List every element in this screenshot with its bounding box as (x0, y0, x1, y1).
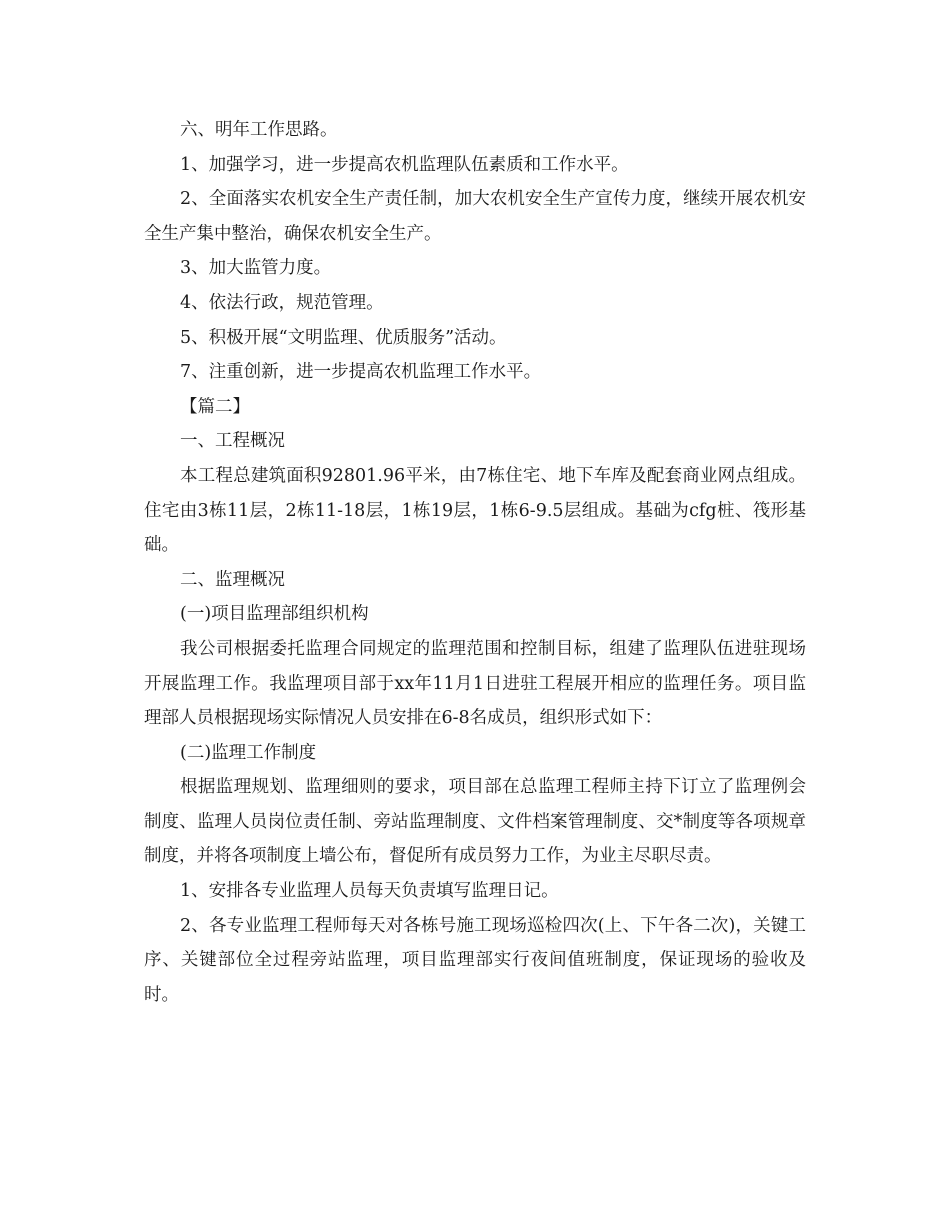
body-paragraph: 本工程总建筑面积92801.96平米，由7栋住宅、地下车库及配套商业网点组成。住宅由3栋11层，2栋11-18层，1栋19层，1栋6-9.5层组成。基础为cfg桩、筏形基础。 (144, 465, 806, 556)
section-heading-project-overview: 一、工程概况 (180, 431, 285, 452)
subsection-heading: (二)监理工作制度 (180, 742, 317, 763)
list-item: 1、加强学习，进一步提高农机监理队伍素质和工作水平。 (180, 154, 629, 175)
list-item: 4、依法行政，规范管理。 (180, 292, 384, 313)
body-paragraph: 我公司根据委托监理合同规定的监理范围和控制目标，组建了监理队伍进驻现场开展监理工作。我监理项目部于xx年11月1日进驻工程展开相应的监理任务。项目监理部人员根据现场实际情况人员安排在6-8名成员，组织形式如下： (144, 638, 806, 729)
list-item: 1、安排各专业监理人员每天负责填写监理日记。 (180, 881, 559, 902)
list-item: 2、各专业监理工程师每天对各栋号施工现场巡检四次(上、下午各二次)，关键工序、关键部位全过程旁站监理，项目监理部实行夜间值班制度，保证现场的验收及时。 (144, 915, 806, 1005)
list-item: 3、加大监管力度。 (180, 258, 332, 279)
section-heading-next-year-plan: 六、明年工作思路。 (180, 120, 338, 140)
body-paragraph: 根据监理规划、监理细则的要求，项目部在总监理工程师主持下订立了监理例会制度、监理人员岗位责任制、旁站监理制度、文件档案管理制度、交*制度等各项规章制度，并将各项制度上墙公布，督促所有成员努力工作，为业主尽职尽责。 (144, 777, 806, 867)
document-body (144, 113, 806, 1012)
list-item: 5、积极开展“文明监理、优质服务”活动。 (180, 327, 507, 348)
subsection-heading: (一)项目监理部组织机构 (180, 604, 369, 625)
list-item: 2、全面落实农机安全生产责任制，加大农机安全生产宣传力度，继续开展农机安全生产集中整治，确保农机安全生产。 (144, 189, 806, 244)
section-heading-supervision-overview: 二、监理概况 (180, 569, 285, 590)
list-item: 7、注重创新，进一步提高农机监理工作水平。 (180, 362, 542, 383)
part-heading: 【篇二】 (180, 396, 250, 417)
